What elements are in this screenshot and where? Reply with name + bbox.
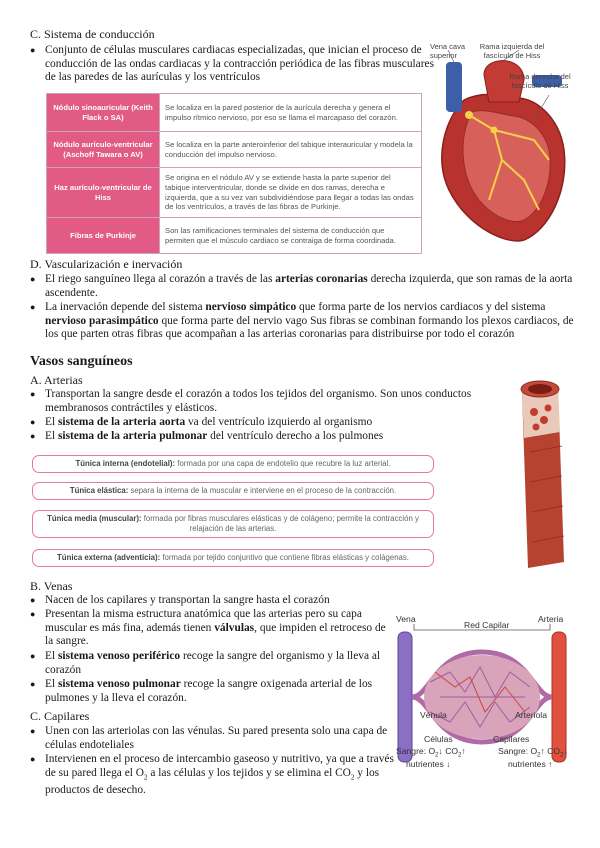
table-cell-desc: Se origina en el nódulo AV y se extiende hasta la parte superior del tabique interventricular, donde se divide en dos ramas, derecha e izquierda, que a su vez van subdividiéndose para llegar a todas las ondas de los ventrículos, a través de las fibras de Purkinje. xyxy=(160,168,422,218)
cap-label-capilares: Capilares xyxy=(493,734,530,744)
heart-label-vena-cava: Vena cava superior xyxy=(430,42,466,60)
table-cell-desc: Se localiza en la parte anteroinferior del tabique interauricular y modela la conducción del impulso nervioso. xyxy=(160,132,422,168)
table-cell-desc: Son las ramificaciones terminales del sistema de conducción que permiten que el músculo cardiaco se contraiga de forma coordinada. xyxy=(160,218,422,254)
list-item: ● El sistema venoso pulmonar recoge la sangre oxigenada arterial de los pulmones y la lleva el corazón. xyxy=(30,678,395,705)
list-item: ● Nacen de los capilares y transportan la sangre hasta el corazón xyxy=(30,594,395,608)
list-item: ● La inervación depende del sistema nervioso simpático que forma parte de los nervios cardiacos y del sistema nervioso parasimpático que forma parte del nervio vago Sus fibras se combinan formando los plexos cardiacos, de los que parten otras fibras que acompañan a las arterias coronarias para distribuirse por todo el corazón xyxy=(30,301,585,342)
cap-label-celulas: Células xyxy=(424,734,453,744)
list-item: ● Conjunto de células musculares cardiacas especializadas, que inician el proceso de conducción de las ondas cardiacas y la contracción periódica de las fibras musculares de las paredes de las aurículas y los ventrículos xyxy=(30,44,437,85)
list-item: ● Transportan la sangre desde el corazón a todos los tejidos del organismo. Son unos conductos membranosos contráctiles y elásticos. xyxy=(30,388,477,415)
section-heading-venas: B. Venas xyxy=(30,579,73,593)
cap-label-sangre-left: Sangre: $O_2↓$ $CO_2↑$ xyxy=(396,746,466,759)
list-item: ● El riego sanguíneo llega al corazón a través de las arterias coronarias derecha izquierda, que son ramas de la aorta ascendente. xyxy=(30,273,585,300)
cap-label-nutrientes-left: nutrientes ↓ xyxy=(406,759,451,769)
heart-label-rama-izq: Rama izquierda del fascículo de Hiss xyxy=(479,42,545,60)
table-cell-desc: Se localiza en la pared posterior de la aurícula derecha y genera el impulso rítmico nervioso, por eso se llama el marcapaso del corazón. xyxy=(160,94,422,132)
table-cell-name: Nódulo sinoauricular (Keith Flack o SA) xyxy=(47,94,160,132)
tunica-box-media: Túnica media (muscular): formada por fibras musculares elásticas y de colágeno; permite la contracción y relajación de las arterias. xyxy=(32,510,434,538)
tunica-box-externa: Túnica externa (adventicia): formada por tejido conjuntivo que contiene fibras elásticas y colágenas. xyxy=(32,549,434,567)
table-cell-name: Haz aurículo-ventricular de Hiss xyxy=(47,168,160,218)
section-heading-conduccion: C. Sistema de conducción xyxy=(30,27,155,41)
cap-label-arteriola: Arteriola xyxy=(515,710,547,720)
conduction-table xyxy=(46,93,422,254)
cap-label-nutrientes-right: nutrientes ↑ xyxy=(508,759,553,769)
table-row xyxy=(47,218,422,254)
list-item: ● El sistema venoso periférico recoge la sangre del organismo y la lleva al corazón xyxy=(30,650,395,677)
cap-label-venula: Vénula xyxy=(420,710,447,720)
list-item: ● El sistema de la arteria pulmonar del ventrículo derecho a los pulmones xyxy=(30,430,477,444)
list-item: ● Intervienen en el proceso de intercambio gaseoso y nutritivo, ya que a través de su pared llega el $O_2$ a las células y los tejidos y se elimina el $CO_2$ y los productos de desecho. xyxy=(30,753,395,798)
tunica-box-interna: Túnica interna (endotelial): formada por una capa de endotelio que recubre la luz arterial. xyxy=(32,455,434,473)
section-heading-vascularizacion: D. Vascularización e inervación xyxy=(30,257,183,271)
table-row xyxy=(47,94,422,132)
section-heading-capilares: C. Capilares xyxy=(30,709,90,723)
table-row xyxy=(47,168,422,218)
table-cell-name: Nódulo aurículo-ventricular (Aschoff Tawara o AV) xyxy=(47,132,160,168)
cap-label-arteria: Arteria xyxy=(538,614,564,624)
cap-label-vena: Vena xyxy=(396,614,416,624)
heart-label-rama-der: Rama derecha del fascículo de Hiss xyxy=(509,72,571,90)
tunica-box-elastica: Túnica elástica: separa la interna de la muscular e interviene en el proceso de la contracción. xyxy=(32,482,434,500)
list-item: ● Presentan la misma estructura anatómica que las arterias pero su capa muscular es más fina, además tienen válvulas, que impiden el retroceso de la sangre. xyxy=(30,608,395,649)
table-cell-name: Fibras de Purkinje xyxy=(47,218,160,254)
cap-label-sangre-right: Sangre: $O_2↑$ $CO_2↓$ xyxy=(498,746,568,759)
table-row xyxy=(47,132,422,168)
cap-label-red-capilar: Red Capilar xyxy=(464,620,510,630)
artery-illustration xyxy=(500,372,582,572)
list-item: ● Unen con las arteriolas con las vénulas. Su pared presenta solo una capa de células endoteliales xyxy=(30,725,395,752)
section-title-vasos: Vasos sanguíneos xyxy=(30,354,133,369)
section-heading-arterias: A. Arterias xyxy=(30,373,83,387)
list-item: ● El sistema de la arteria aorta va del ventrículo izquierdo al organismo xyxy=(30,416,477,430)
